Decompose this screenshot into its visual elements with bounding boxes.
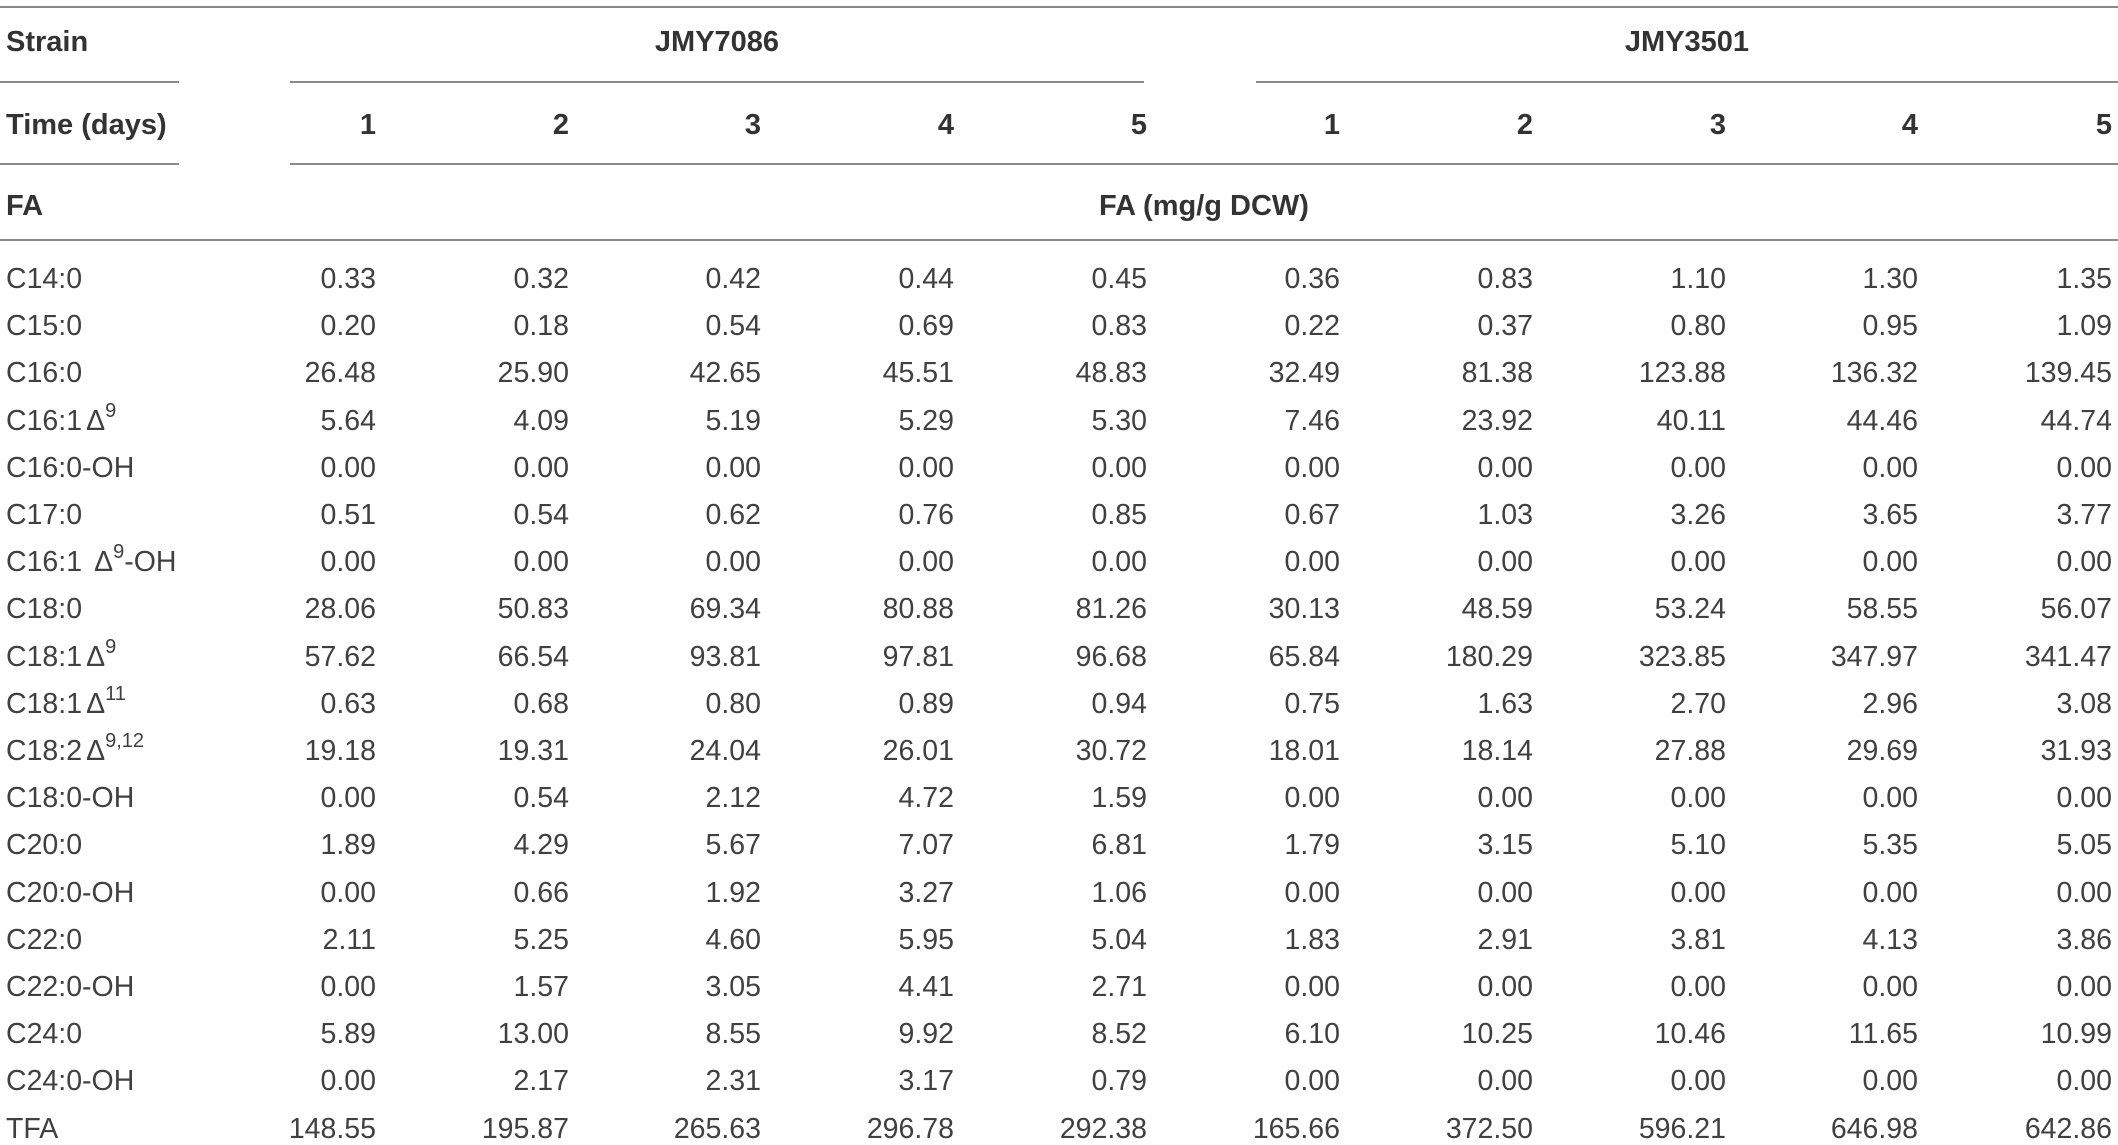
fa-name-base: C24:0-OH bbox=[6, 1065, 135, 1097]
day-header: 4 bbox=[937, 109, 954, 141]
value-cell: 24.04 bbox=[689, 735, 761, 767]
value-cell: 81.26 bbox=[1075, 593, 1147, 625]
strain-jmy7086-header: JMY7086 bbox=[654, 26, 780, 58]
delta-symbol: Δ bbox=[86, 641, 106, 673]
day-header: 5 bbox=[1130, 109, 1147, 141]
value-cell: 2.71 bbox=[1091, 971, 1147, 1003]
fa-label: FA bbox=[6, 190, 44, 222]
value-cell: 0.18 bbox=[513, 310, 569, 342]
value-cell: 3.77 bbox=[2056, 499, 2112, 531]
value-cell: 0.00 bbox=[1862, 971, 1918, 1003]
value-cell: 0.00 bbox=[513, 452, 569, 484]
value-cell: 10.99 bbox=[2040, 1018, 2112, 1050]
value-cell: 50.83 bbox=[497, 593, 569, 625]
value-cell: 4.09 bbox=[513, 405, 569, 437]
value-cell: 0.00 bbox=[2056, 971, 2112, 1003]
value-cell: 65.84 bbox=[1268, 641, 1340, 673]
time-label-rule bbox=[0, 163, 179, 165]
value-cell: 1.92 bbox=[705, 877, 761, 909]
value-cell: 0.36 bbox=[1284, 263, 1340, 295]
strain-jmy3501-rule bbox=[1256, 81, 2118, 83]
value-cell: 0.69 bbox=[898, 310, 954, 342]
value-cell: 0.00 bbox=[2056, 877, 2112, 909]
value-cell: 28.06 bbox=[304, 593, 376, 625]
value-cell: 29.69 bbox=[1846, 735, 1918, 767]
value-cell: 1.59 bbox=[1091, 782, 1147, 814]
value-cell: 48.83 bbox=[1075, 357, 1147, 389]
fa-name-cell bbox=[6, 359, 82, 388]
value-cell: 48.59 bbox=[1461, 593, 1533, 625]
value-cell: 0.79 bbox=[1091, 1065, 1147, 1097]
value-cell: 5.64 bbox=[320, 405, 376, 437]
value-cell: 0.00 bbox=[2056, 546, 2112, 578]
fa-name-base: C18:2 bbox=[6, 735, 83, 767]
value-cell: 2.96 bbox=[1862, 688, 1918, 720]
value-cell: 25.90 bbox=[497, 357, 569, 389]
value-cell: 4.60 bbox=[705, 924, 761, 956]
value-cell: 0.00 bbox=[1862, 1065, 1918, 1097]
fa-name-cell bbox=[6, 636, 117, 673]
fa-name-cell bbox=[6, 879, 134, 908]
value-cell: 0.00 bbox=[1477, 546, 1533, 578]
value-cell: 0.37 bbox=[1477, 310, 1533, 342]
value-cell: 0.00 bbox=[1670, 1065, 1726, 1097]
value-cell: 139.45 bbox=[2024, 357, 2112, 389]
value-cell: 347.97 bbox=[1830, 641, 1918, 673]
value-cell: 0.00 bbox=[1670, 971, 1726, 1003]
value-cell: 0.33 bbox=[320, 263, 376, 295]
value-cell: 0.00 bbox=[2056, 1065, 2112, 1097]
day-header: 3 bbox=[1709, 109, 1726, 141]
value-cell: 0.68 bbox=[513, 688, 569, 720]
value-cell: 0.00 bbox=[320, 546, 376, 578]
value-cell: 1.35 bbox=[2056, 263, 2112, 295]
value-cell: 8.55 bbox=[705, 1018, 761, 1050]
value-cell: 1.89 bbox=[320, 829, 376, 861]
value-cell: 0.80 bbox=[1670, 310, 1726, 342]
value-cell: 0.00 bbox=[1284, 452, 1340, 484]
value-cell: 0.00 bbox=[2056, 452, 2112, 484]
fa-name-cell bbox=[6, 312, 82, 341]
value-cell: 0.00 bbox=[1670, 877, 1726, 909]
value-cell: 0.83 bbox=[1477, 263, 1533, 295]
day-header: 2 bbox=[552, 109, 569, 141]
value-cell: 0.76 bbox=[898, 499, 954, 531]
value-cell: 1.63 bbox=[1477, 688, 1533, 720]
value-cell: 80.88 bbox=[882, 593, 954, 625]
day-header: 5 bbox=[2095, 109, 2112, 141]
value-cell: 0.00 bbox=[1862, 877, 1918, 909]
value-cell: 0.00 bbox=[1670, 546, 1726, 578]
fa-name-base: C18:0 bbox=[6, 593, 83, 625]
value-cell: 4.41 bbox=[898, 971, 954, 1003]
value-cell: 26.01 bbox=[882, 735, 954, 767]
fa-name-cell bbox=[6, 595, 82, 624]
value-cell: 195.87 bbox=[481, 1113, 569, 1145]
fa-name-base: C16:0 bbox=[6, 357, 83, 389]
value-cell: 136.32 bbox=[1830, 357, 1918, 389]
value-cell: 0.00 bbox=[1477, 971, 1533, 1003]
value-cell: 5.67 bbox=[705, 829, 761, 861]
value-cell: 3.08 bbox=[2056, 688, 2112, 720]
value-cell: 180.29 bbox=[1445, 641, 1533, 673]
fa-name-cell bbox=[6, 501, 82, 530]
double-bond-position: 9 bbox=[105, 400, 117, 422]
value-cell: 0.00 bbox=[1091, 452, 1147, 484]
fa-name-cell bbox=[6, 1115, 58, 1144]
strain-label-rule bbox=[0, 81, 179, 83]
day-header: 3 bbox=[744, 109, 761, 141]
value-cell: 3.81 bbox=[1670, 924, 1726, 956]
value-cell: 0.80 bbox=[705, 688, 761, 720]
fa-name-base: C15:0 bbox=[6, 310, 83, 342]
day-header: 1 bbox=[359, 109, 376, 141]
fa-name-cell bbox=[6, 454, 134, 483]
value-cell: 69.34 bbox=[689, 593, 761, 625]
fa-name-base: C22:0 bbox=[6, 924, 83, 956]
value-cell: 5.29 bbox=[898, 405, 954, 437]
fa-name-cell bbox=[6, 1020, 82, 1049]
value-cell: 0.85 bbox=[1091, 499, 1147, 531]
fa-name-base: C20:0 bbox=[6, 829, 83, 861]
value-cell: 13.00 bbox=[497, 1018, 569, 1050]
value-cell: 0.00 bbox=[1477, 877, 1533, 909]
value-cell: 42.65 bbox=[689, 357, 761, 389]
value-cell: 19.31 bbox=[497, 735, 569, 767]
fa-name-base: C18:1 bbox=[6, 688, 83, 720]
value-cell: 2.12 bbox=[705, 782, 761, 814]
fa-name-base: C18:1 bbox=[6, 641, 83, 673]
day-header: 2 bbox=[1516, 109, 1533, 141]
time-label: Time (days) bbox=[6, 109, 167, 141]
value-cell: 8.52 bbox=[1091, 1018, 1147, 1050]
value-cell: 0.00 bbox=[1862, 546, 1918, 578]
fa-name-base: C14:0 bbox=[6, 263, 83, 295]
value-cell: 0.42 bbox=[705, 263, 761, 295]
value-cell: 0.66 bbox=[513, 877, 569, 909]
value-cell: 0.00 bbox=[320, 452, 376, 484]
value-cell: 0.62 bbox=[705, 499, 761, 531]
value-cell: 596.21 bbox=[1638, 1113, 1726, 1145]
value-cell: 0.51 bbox=[320, 499, 376, 531]
value-cell: 0.54 bbox=[513, 499, 569, 531]
value-cell: 0.00 bbox=[513, 546, 569, 578]
fa-name-base: C22:0-OH bbox=[6, 971, 135, 1003]
value-cell: 30.72 bbox=[1075, 735, 1147, 767]
delta-symbol: Δ bbox=[86, 735, 106, 767]
fa-name-cell bbox=[6, 400, 117, 437]
value-cell: 53.24 bbox=[1654, 593, 1726, 625]
value-cell: 56.07 bbox=[2040, 593, 2112, 625]
value-cell: 0.00 bbox=[1477, 452, 1533, 484]
fa-name-base: C24:0 bbox=[6, 1018, 83, 1050]
value-cell: 0.83 bbox=[1091, 310, 1147, 342]
value-cell: 372.50 bbox=[1445, 1113, 1533, 1145]
fa-name-base: C20:0-OH bbox=[6, 877, 135, 909]
value-cell: 646.98 bbox=[1830, 1113, 1918, 1145]
value-cell: 0.54 bbox=[705, 310, 761, 342]
value-cell: 7.46 bbox=[1284, 405, 1340, 437]
double-bond-position: 9 bbox=[105, 636, 117, 658]
value-cell: 1.79 bbox=[1284, 829, 1340, 861]
value-cell: 10.25 bbox=[1461, 1018, 1533, 1050]
value-cell: 0.20 bbox=[320, 310, 376, 342]
strain-label: Strain bbox=[6, 26, 89, 58]
value-cell: 0.00 bbox=[320, 1065, 376, 1097]
value-cell: 18.14 bbox=[1461, 735, 1533, 767]
value-cell: 341.47 bbox=[2024, 641, 2112, 673]
value-cell: 10.46 bbox=[1654, 1018, 1726, 1050]
value-cell: 0.00 bbox=[1862, 452, 1918, 484]
value-cell: 97.81 bbox=[882, 641, 954, 673]
value-cell: 3.15 bbox=[1477, 829, 1533, 861]
value-cell: 2.11 bbox=[322, 924, 376, 956]
value-cell: 0.45 bbox=[1091, 263, 1147, 295]
value-cell: 1.06 bbox=[1091, 877, 1147, 909]
value-cell: 6.81 bbox=[1091, 829, 1147, 861]
fa-name-cell bbox=[6, 541, 177, 578]
value-cell: 0.00 bbox=[1477, 782, 1533, 814]
value-cell: 0.44 bbox=[898, 263, 954, 295]
delta-symbol: Δ bbox=[86, 405, 106, 437]
delta-symbol: Δ bbox=[86, 688, 106, 720]
value-cell: 296.78 bbox=[866, 1113, 954, 1145]
value-cell: 0.00 bbox=[1670, 452, 1726, 484]
value-cell: 5.25 bbox=[513, 924, 569, 956]
value-cell: 1.09 bbox=[2056, 310, 2112, 342]
value-cell: 0.00 bbox=[1284, 782, 1340, 814]
value-cell: 11.65 bbox=[1848, 1018, 1918, 1050]
value-cell: 2.31 bbox=[705, 1065, 761, 1097]
value-cell: 3.05 bbox=[705, 971, 761, 1003]
value-cell: 0.22 bbox=[1284, 310, 1340, 342]
fa-name-base: TFA bbox=[6, 1113, 59, 1145]
value-cell: 66.54 bbox=[497, 641, 569, 673]
double-bond-position: 11 bbox=[105, 683, 126, 705]
value-cell: 0.67 bbox=[1284, 499, 1340, 531]
value-cell: 57.62 bbox=[304, 641, 376, 673]
value-cell: 0.00 bbox=[705, 452, 761, 484]
strain-jmy7086-rule bbox=[290, 81, 1144, 83]
value-cell: 1.03 bbox=[1477, 499, 1533, 531]
value-cell: 148.55 bbox=[288, 1113, 376, 1145]
value-cell: 0.00 bbox=[898, 546, 954, 578]
value-cell: 0.75 bbox=[1284, 688, 1340, 720]
value-cell: 0.00 bbox=[1284, 546, 1340, 578]
value-cell: 4.72 bbox=[898, 782, 954, 814]
value-cell: 3.65 bbox=[1862, 499, 1918, 531]
value-cell: 30.13 bbox=[1268, 593, 1340, 625]
fa-name-base: C18:0-OH bbox=[6, 782, 135, 814]
value-cell: 1.83 bbox=[1284, 924, 1340, 956]
value-cell: 5.04 bbox=[1091, 924, 1147, 956]
strain-jmy3501-header: JMY3501 bbox=[1624, 26, 1750, 58]
fa-name-base: C17:0 bbox=[6, 499, 83, 531]
fa-name-cell bbox=[6, 831, 82, 860]
value-cell: 2.17 bbox=[513, 1065, 569, 1097]
value-cell: 4.13 bbox=[1862, 924, 1918, 956]
value-cell: 2.70 bbox=[1670, 688, 1726, 720]
value-cell: 5.05 bbox=[2056, 829, 2112, 861]
value-cell: 31.93 bbox=[2040, 735, 2112, 767]
value-cell: 26.48 bbox=[304, 357, 376, 389]
value-cell: 0.00 bbox=[705, 546, 761, 578]
value-cell: 23.92 bbox=[1461, 405, 1533, 437]
value-cell: 1.57 bbox=[513, 971, 569, 1003]
value-cell: 0.00 bbox=[320, 877, 376, 909]
value-cell: 0.00 bbox=[1862, 782, 1918, 814]
time-days-rule bbox=[290, 163, 2118, 165]
value-cell: 292.38 bbox=[1059, 1113, 1147, 1145]
value-cell: 0.00 bbox=[898, 452, 954, 484]
value-cell: 3.27 bbox=[898, 877, 954, 909]
value-cell: 0.00 bbox=[1284, 877, 1340, 909]
value-cell: 0.00 bbox=[320, 971, 376, 1003]
value-cell: 93.81 bbox=[689, 641, 761, 673]
value-cell: 2.91 bbox=[1477, 924, 1533, 956]
value-cell: 5.10 bbox=[1670, 829, 1726, 861]
fa-name-base: C16:1 bbox=[6, 546, 83, 578]
value-cell: 3.26 bbox=[1670, 499, 1726, 531]
value-cell: 0.94 bbox=[1091, 688, 1147, 720]
fa-name-base: C16:0-OH bbox=[6, 452, 135, 484]
day-header: 4 bbox=[1901, 109, 1918, 141]
fa-name-cell bbox=[6, 926, 82, 955]
value-cell: 642.86 bbox=[2024, 1113, 2112, 1145]
fa-name-base: C16:1 bbox=[6, 405, 83, 437]
value-cell: 3.86 bbox=[2056, 924, 2112, 956]
value-cell: 5.89 bbox=[320, 1018, 376, 1050]
value-cell: 0.00 bbox=[1091, 546, 1147, 578]
double-bond-position: 9,12 bbox=[105, 730, 145, 752]
delta-symbol: Δ bbox=[94, 546, 114, 578]
value-cell: 3.17 bbox=[898, 1065, 954, 1097]
value-cell: 0.00 bbox=[1284, 1065, 1340, 1097]
fa-name-cell bbox=[6, 683, 126, 720]
fa-name-cell bbox=[6, 1067, 134, 1096]
value-cell: 0.63 bbox=[320, 688, 376, 720]
value-cell: 5.30 bbox=[1091, 405, 1147, 437]
fa-name-cell bbox=[6, 973, 134, 1002]
value-cell: 45.51 bbox=[882, 357, 954, 389]
value-cell: 323.85 bbox=[1638, 641, 1726, 673]
value-cell: 0.89 bbox=[898, 688, 954, 720]
value-cell: 9.92 bbox=[898, 1018, 954, 1050]
value-cell: 27.88 bbox=[1654, 735, 1726, 767]
fa-name-suffix: -OH bbox=[124, 546, 177, 578]
fa-name-cell bbox=[6, 784, 134, 813]
value-cell: 40.11 bbox=[1656, 405, 1726, 437]
unit-label: FA (mg/g DCW) bbox=[1099, 190, 1309, 222]
double-bond-position: 9 bbox=[113, 541, 125, 563]
value-cell: 0.32 bbox=[513, 263, 569, 295]
value-cell: 1.10 bbox=[1670, 263, 1726, 295]
value-cell: 58.55 bbox=[1846, 593, 1918, 625]
value-cell: 5.35 bbox=[1862, 829, 1918, 861]
fa-name-cell bbox=[6, 730, 145, 767]
value-cell: 123.88 bbox=[1638, 357, 1726, 389]
value-cell: 0.00 bbox=[1284, 971, 1340, 1003]
value-cell: 4.29 bbox=[513, 829, 569, 861]
value-cell: 0.00 bbox=[1477, 1065, 1533, 1097]
value-cell: 265.63 bbox=[673, 1113, 761, 1145]
value-cell: 96.68 bbox=[1075, 641, 1147, 673]
top-rule bbox=[0, 6, 2118, 8]
value-cell: 5.19 bbox=[705, 405, 761, 437]
value-cell: 81.38 bbox=[1461, 357, 1533, 389]
value-cell: 44.74 bbox=[2040, 405, 2112, 437]
value-cell: 0.54 bbox=[513, 782, 569, 814]
value-cell: 1.30 bbox=[1862, 263, 1918, 295]
fa-name-cell bbox=[6, 265, 82, 294]
value-cell: 0.00 bbox=[2056, 782, 2112, 814]
value-cell: 18.01 bbox=[1268, 735, 1340, 767]
value-cell: 0.00 bbox=[320, 782, 376, 814]
unit-row-rule bbox=[0, 239, 2118, 241]
value-cell: 44.46 bbox=[1846, 405, 1918, 437]
value-cell: 19.18 bbox=[304, 735, 376, 767]
value-cell: 32.49 bbox=[1268, 357, 1340, 389]
value-cell: 5.95 bbox=[898, 924, 954, 956]
value-cell: 165.66 bbox=[1252, 1113, 1340, 1145]
day-header: 1 bbox=[1323, 109, 1340, 141]
value-cell: 0.95 bbox=[1862, 310, 1918, 342]
value-cell: 6.10 bbox=[1284, 1018, 1340, 1050]
value-cell: 0.00 bbox=[1670, 782, 1726, 814]
value-cell: 7.07 bbox=[898, 829, 954, 861]
